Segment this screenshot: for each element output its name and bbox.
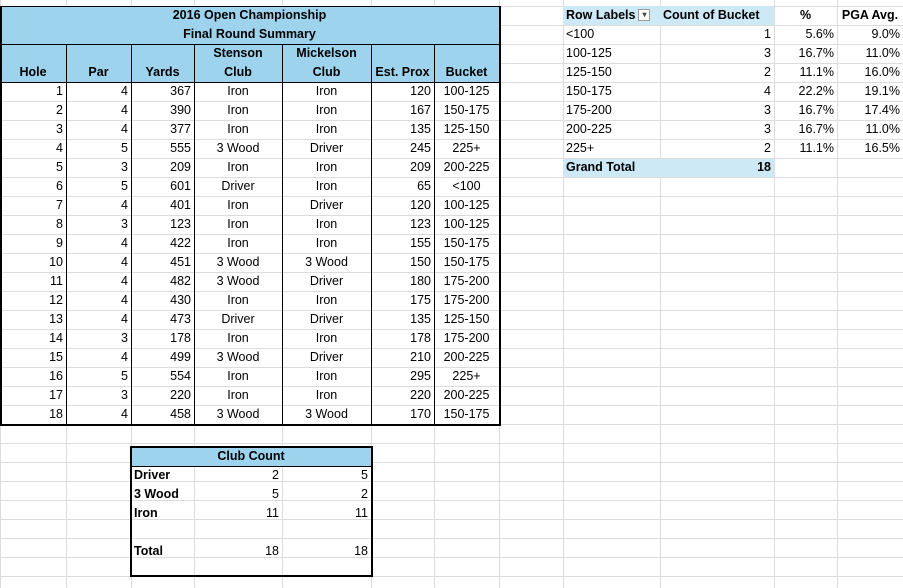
cell-yards[interactable]: 601 <box>170 179 191 193</box>
main-col-divider <box>194 44 195 424</box>
cell-stenson-club[interactable]: Iron <box>227 236 249 250</box>
cell-bucket[interactable]: 125-150 <box>443 312 490 326</box>
cell-stenson-club[interactable]: Iron <box>227 198 249 212</box>
club-count-mickelson[interactable]: 5 <box>361 468 368 482</box>
cell-hole[interactable]: 11 <box>50 274 63 288</box>
cell-stenson-club[interactable]: Iron <box>227 388 249 402</box>
pivot-row-pga[interactable]: 11.0% <box>865 46 900 60</box>
header-stenson-club: Club <box>224 65 252 79</box>
pivot-row-pga[interactable]: 11.0% <box>865 122 900 136</box>
club-count-total-label: Total <box>134 544 163 558</box>
cell-yards[interactable]: 367 <box>170 84 191 98</box>
club-border-top <box>131 446 372 448</box>
cell-par[interactable]: 4 <box>121 103 128 117</box>
club-count-stenson[interactable]: 11 <box>266 506 279 520</box>
cell-yards[interactable]: 123 <box>170 217 191 231</box>
pivot-row-count[interactable]: 2 <box>764 141 771 155</box>
cell-yards[interactable]: 473 <box>170 312 191 326</box>
cell-mickelson-club[interactable]: Iron <box>315 179 338 193</box>
pivot-row-pct[interactable]: 22.2% <box>798 84 834 98</box>
cell-yards[interactable]: 499 <box>170 350 191 364</box>
cell-par[interactable]: 5 <box>121 179 128 193</box>
pivot-row-label[interactable]: 175-200 <box>566 103 612 117</box>
pivot-row-count[interactable]: 3 <box>764 103 771 117</box>
main-border-bottom <box>0 424 500 426</box>
pivot-row-pga[interactable]: 16.0% <box>864 65 900 79</box>
cell-est-prox[interactable]: 220 <box>410 388 431 402</box>
main-border-top <box>0 6 500 7</box>
pivot-row-pga[interactable]: 17.4% <box>864 103 900 117</box>
pivot-row-pct[interactable]: 16.7% <box>798 46 834 60</box>
cell-est-prox[interactable]: 123 <box>410 217 431 231</box>
cell-yards[interactable]: 401 <box>170 198 191 212</box>
cell-mickelson-club[interactable]: Iron <box>315 122 338 136</box>
cell-bucket[interactable]: <100 <box>452 179 481 193</box>
cell-yards[interactable]: 430 <box>170 293 191 307</box>
cell-par[interactable]: 4 <box>121 198 128 212</box>
cell-hole[interactable]: 6 <box>56 179 63 193</box>
cell-yards[interactable]: 555 <box>170 141 191 155</box>
cell-hole[interactable]: 10 <box>49 255 63 269</box>
cell-par[interactable]: 4 <box>121 255 128 269</box>
pivot-row-label[interactable]: 200-225 <box>566 122 612 136</box>
club-border-bottom <box>131 575 372 577</box>
cell-stenson-club[interactable]: Iron <box>227 293 249 307</box>
pivot-header-pct: % <box>799 8 812 22</box>
cell-hole[interactable]: 7 <box>56 198 63 212</box>
cell-bucket[interactable]: 150-175 <box>443 407 490 421</box>
club-header-divider <box>131 466 371 467</box>
pivot-row-pga[interactable]: 9.0% <box>871 27 900 41</box>
cell-hole[interactable]: 16 <box>49 369 63 383</box>
pivot-row-label[interactable]: 225+ <box>566 141 595 155</box>
main-title-divider <box>0 44 500 45</box>
cell-est-prox[interactable]: 295 <box>410 369 431 383</box>
cell-hole[interactable]: 17 <box>49 388 63 402</box>
filter-dropdown-icon[interactable]: ▾ <box>638 9 650 21</box>
cell-est-prox[interactable]: 167 <box>410 103 431 117</box>
cell-est-prox[interactable]: 135 <box>410 312 431 326</box>
pivot-grand-total-count[interactable]: 18 <box>757 160 771 174</box>
cell-est-prox[interactable]: 155 <box>410 236 431 250</box>
main-border-right <box>499 6 501 426</box>
cell-yards[interactable]: 390 <box>170 103 191 117</box>
pivot-row-count[interactable]: 2 <box>764 65 771 79</box>
cell-est-prox[interactable]: 120 <box>410 84 431 98</box>
cell-bucket[interactable]: 175-200 <box>443 274 490 288</box>
cell-mickelson-club[interactable]: Iron <box>315 388 338 402</box>
cell-stenson-club[interactable]: Driver <box>221 312 255 326</box>
cell-mickelson-club[interactable]: Driver <box>309 198 344 212</box>
cell-mickelson-club[interactable]: Driver <box>309 141 344 155</box>
cell-est-prox[interactable]: 150 <box>410 255 431 269</box>
club-count-stenson[interactable]: 2 <box>272 468 279 482</box>
cell-mickelson-club[interactable]: Driver <box>309 312 344 326</box>
cell-bucket[interactable]: 125-150 <box>443 122 490 136</box>
main-col-divider <box>282 44 283 424</box>
cell-bucket[interactable]: 175-200 <box>443 331 490 345</box>
cell-est-prox[interactable]: 175 <box>410 293 431 307</box>
main-col-divider <box>131 44 132 424</box>
cell-par[interactable]: 4 <box>121 293 128 307</box>
pivot-row-label[interactable]: <100 <box>566 27 595 41</box>
cell-hole[interactable]: 15 <box>49 350 63 364</box>
club-count-total-stenson[interactable]: 18 <box>265 544 279 558</box>
header-est-prox: Est. Prox <box>375 65 430 79</box>
cell-mickelson-club[interactable]: Iron <box>315 160 338 174</box>
pivot-row-labels-text: Row Labels <box>566 8 636 22</box>
cell-hole[interactable]: 3 <box>56 122 63 136</box>
cell-mickelson-club[interactable]: Driver <box>309 350 344 364</box>
cell-bucket[interactable]: 175-200 <box>443 293 490 307</box>
cell-mickelson-club[interactable]: Iron <box>315 236 338 250</box>
pivot-grand-total-label[interactable]: Grand Total <box>566 160 636 174</box>
header-mickelson-club: Club <box>312 65 341 79</box>
pivot-row-label[interactable]: 100-125 <box>566 46 612 60</box>
cell-par[interactable]: 4 <box>121 84 128 98</box>
main-header-divider <box>0 82 500 83</box>
cell-stenson-club[interactable]: Iron <box>227 217 249 231</box>
cell-par[interactable]: 4 <box>121 236 128 250</box>
cell-stenson-club[interactable]: 3 Wood <box>216 274 260 288</box>
header-stenson: Stenson <box>213 46 263 60</box>
cell-est-prox[interactable]: 120 <box>410 198 431 212</box>
cell-bucket[interactable]: 100-125 <box>443 217 490 231</box>
cell-hole[interactable]: 2 <box>56 103 63 117</box>
cell-est-prox[interactable]: 65 <box>417 179 431 193</box>
pivot-header-row-labels[interactable] <box>563 6 660 25</box>
cell-hole[interactable]: 14 <box>49 331 63 345</box>
cell-yards[interactable]: 377 <box>170 122 191 136</box>
pivot-row-label[interactable]: 150-175 <box>566 84 612 98</box>
cell-stenson-club[interactable]: Driver <box>221 179 255 193</box>
cell-mickelson-club[interactable]: 3 Wood <box>305 407 348 421</box>
cell-par[interactable]: 3 <box>121 217 128 231</box>
header-mickelson: Mickelson <box>296 46 357 60</box>
cell-par[interactable]: 3 <box>121 388 128 402</box>
cell-par[interactable]: 5 <box>121 369 128 383</box>
cell-par[interactable]: 4 <box>121 407 128 421</box>
cell-hole[interactable]: 13 <box>49 312 63 326</box>
gridline-h <box>0 443 903 444</box>
pivot-row-pct[interactable]: 16.7% <box>798 103 834 117</box>
cell-est-prox[interactable]: 178 <box>410 331 431 345</box>
pivot-grand-total-line <box>563 158 774 159</box>
cell-yards[interactable]: 422 <box>170 236 191 250</box>
cell-par[interactable]: 4 <box>121 350 128 364</box>
cell-bucket[interactable]: 200-225 <box>443 350 490 364</box>
header-bucket: Bucket <box>445 65 488 79</box>
cell-par[interactable]: 4 <box>121 312 128 326</box>
club-count-label: Driver <box>134 468 171 482</box>
cell-yards[interactable]: 178 <box>170 331 191 345</box>
pivot-header-count[interactable]: Count of Bucket <box>663 8 760 22</box>
header-par: Par <box>88 65 109 79</box>
cell-par[interactable]: 4 <box>121 122 128 136</box>
pivot-row-pct[interactable]: 16.7% <box>798 122 834 136</box>
cell-est-prox[interactable]: 210 <box>410 350 431 364</box>
cell-bucket[interactable]: 200-225 <box>443 388 490 402</box>
cell-stenson-club[interactable]: 3 Wood <box>216 350 260 364</box>
pivot-row-pga[interactable]: 16.5% <box>864 141 900 155</box>
cell-yards[interactable]: 451 <box>170 255 191 269</box>
pivot-row-pct[interactable]: 11.1% <box>799 141 834 155</box>
cell-stenson-club[interactable]: 3 Wood <box>216 407 260 421</box>
main-col-divider <box>434 44 435 424</box>
cell-mickelson-club[interactable]: 3 Wood <box>305 255 348 269</box>
cell-hole[interactable]: 5 <box>56 160 63 174</box>
club-count-label: 3 Wood <box>134 487 179 501</box>
pivot-row-pct[interactable]: 11.1% <box>799 65 834 79</box>
pivot-row-count[interactable]: 3 <box>764 122 771 136</box>
cell-par[interactable]: 3 <box>121 160 128 174</box>
cell-bucket[interactable]: 150-175 <box>443 236 490 250</box>
cell-yards[interactable]: 209 <box>170 160 191 174</box>
club-count-mickelson[interactable]: 11 <box>355 506 368 520</box>
cell-par[interactable]: 4 <box>121 274 128 288</box>
cell-hole[interactable]: 9 <box>56 236 63 250</box>
cell-mickelson-club[interactable]: Iron <box>315 217 338 231</box>
cell-bucket[interactable]: 150-175 <box>443 255 490 269</box>
cell-hole[interactable]: 4 <box>56 141 63 155</box>
cell-bucket[interactable]: 150-175 <box>443 103 490 117</box>
main-title-line1: 2016 Open Championship <box>172 8 327 22</box>
cell-yards[interactable]: 220 <box>170 388 191 402</box>
cell-est-prox[interactable]: 135 <box>410 122 431 136</box>
cell-hole[interactable]: 8 <box>56 217 63 231</box>
cell-bucket[interactable]: 100-125 <box>443 84 490 98</box>
club-count-label: Iron <box>134 506 158 520</box>
cell-mickelson-club[interactable]: Iron <box>315 369 338 383</box>
cell-yards[interactable]: 458 <box>170 407 191 421</box>
cell-stenson-club[interactable]: Iron <box>227 103 249 117</box>
club-border-right <box>371 446 373 577</box>
pivot-header-pga: PGA Avg. <box>841 8 899 22</box>
cell-stenson-club[interactable]: Iron <box>227 331 249 345</box>
pivot-row-pct[interactable]: 5.6% <box>805 27 834 41</box>
pivot-row-pga[interactable]: 19.1% <box>864 84 900 98</box>
cell-stenson-club[interactable]: Iron <box>227 369 249 383</box>
cell-bucket[interactable]: 225+ <box>452 369 481 383</box>
cell-est-prox[interactable]: 245 <box>410 141 431 155</box>
cell-mickelson-club[interactable]: Iron <box>315 293 338 307</box>
cell-mickelson-club[interactable]: Iron <box>315 103 338 117</box>
cell-bucket[interactable]: 100-125 <box>443 198 490 212</box>
cell-bucket[interactable]: 225+ <box>452 141 481 155</box>
pivot-row-count[interactable]: 1 <box>764 27 771 41</box>
cell-est-prox[interactable]: 180 <box>410 274 431 288</box>
cell-hole[interactable]: 18 <box>49 407 63 421</box>
club-count-title: Club Count <box>217 449 285 463</box>
cell-stenson-club[interactable]: 3 Wood <box>216 255 260 269</box>
pivot-row-count[interactable]: 3 <box>764 46 771 60</box>
club-count-stenson[interactable]: 5 <box>272 487 279 501</box>
pivot-row-count[interactable]: 4 <box>764 84 771 98</box>
header-hole: Hole <box>19 65 47 79</box>
cell-est-prox[interactable]: 170 <box>410 407 431 421</box>
cell-hole[interactable]: 1 <box>56 84 63 98</box>
cell-hole[interactable]: 12 <box>49 293 63 307</box>
cell-mickelson-club[interactable]: Iron <box>315 331 338 345</box>
main-col-divider <box>371 44 372 424</box>
cell-par[interactable]: 3 <box>121 331 128 345</box>
pivot-row-label[interactable]: 125-150 <box>566 65 612 79</box>
main-title-line2: Final Round Summary <box>183 27 316 41</box>
cell-stenson-club[interactable]: Iron <box>227 160 249 174</box>
cell-est-prox[interactable]: 209 <box>410 160 431 174</box>
cell-bucket[interactable]: 200-225 <box>443 160 490 174</box>
main-col-divider <box>66 44 67 424</box>
cell-stenson-club[interactable]: Iron <box>227 84 249 98</box>
cell-stenson-club[interactable]: 3 Wood <box>216 141 260 155</box>
club-count-mickelson[interactable]: 2 <box>361 487 368 501</box>
cell-yards[interactable]: 482 <box>170 274 191 288</box>
club-count-total-mickelson[interactable]: 18 <box>354 544 368 558</box>
cell-mickelson-club[interactable]: Driver <box>309 274 344 288</box>
cell-yards[interactable]: 554 <box>170 369 191 383</box>
header-yards: Yards <box>145 65 180 79</box>
cell-par[interactable]: 5 <box>121 141 128 155</box>
gridline-h <box>0 538 903 539</box>
cell-stenson-club[interactable]: Iron <box>227 122 249 136</box>
main-border-left <box>0 6 2 426</box>
cell-mickelson-club[interactable]: Iron <box>315 84 338 98</box>
